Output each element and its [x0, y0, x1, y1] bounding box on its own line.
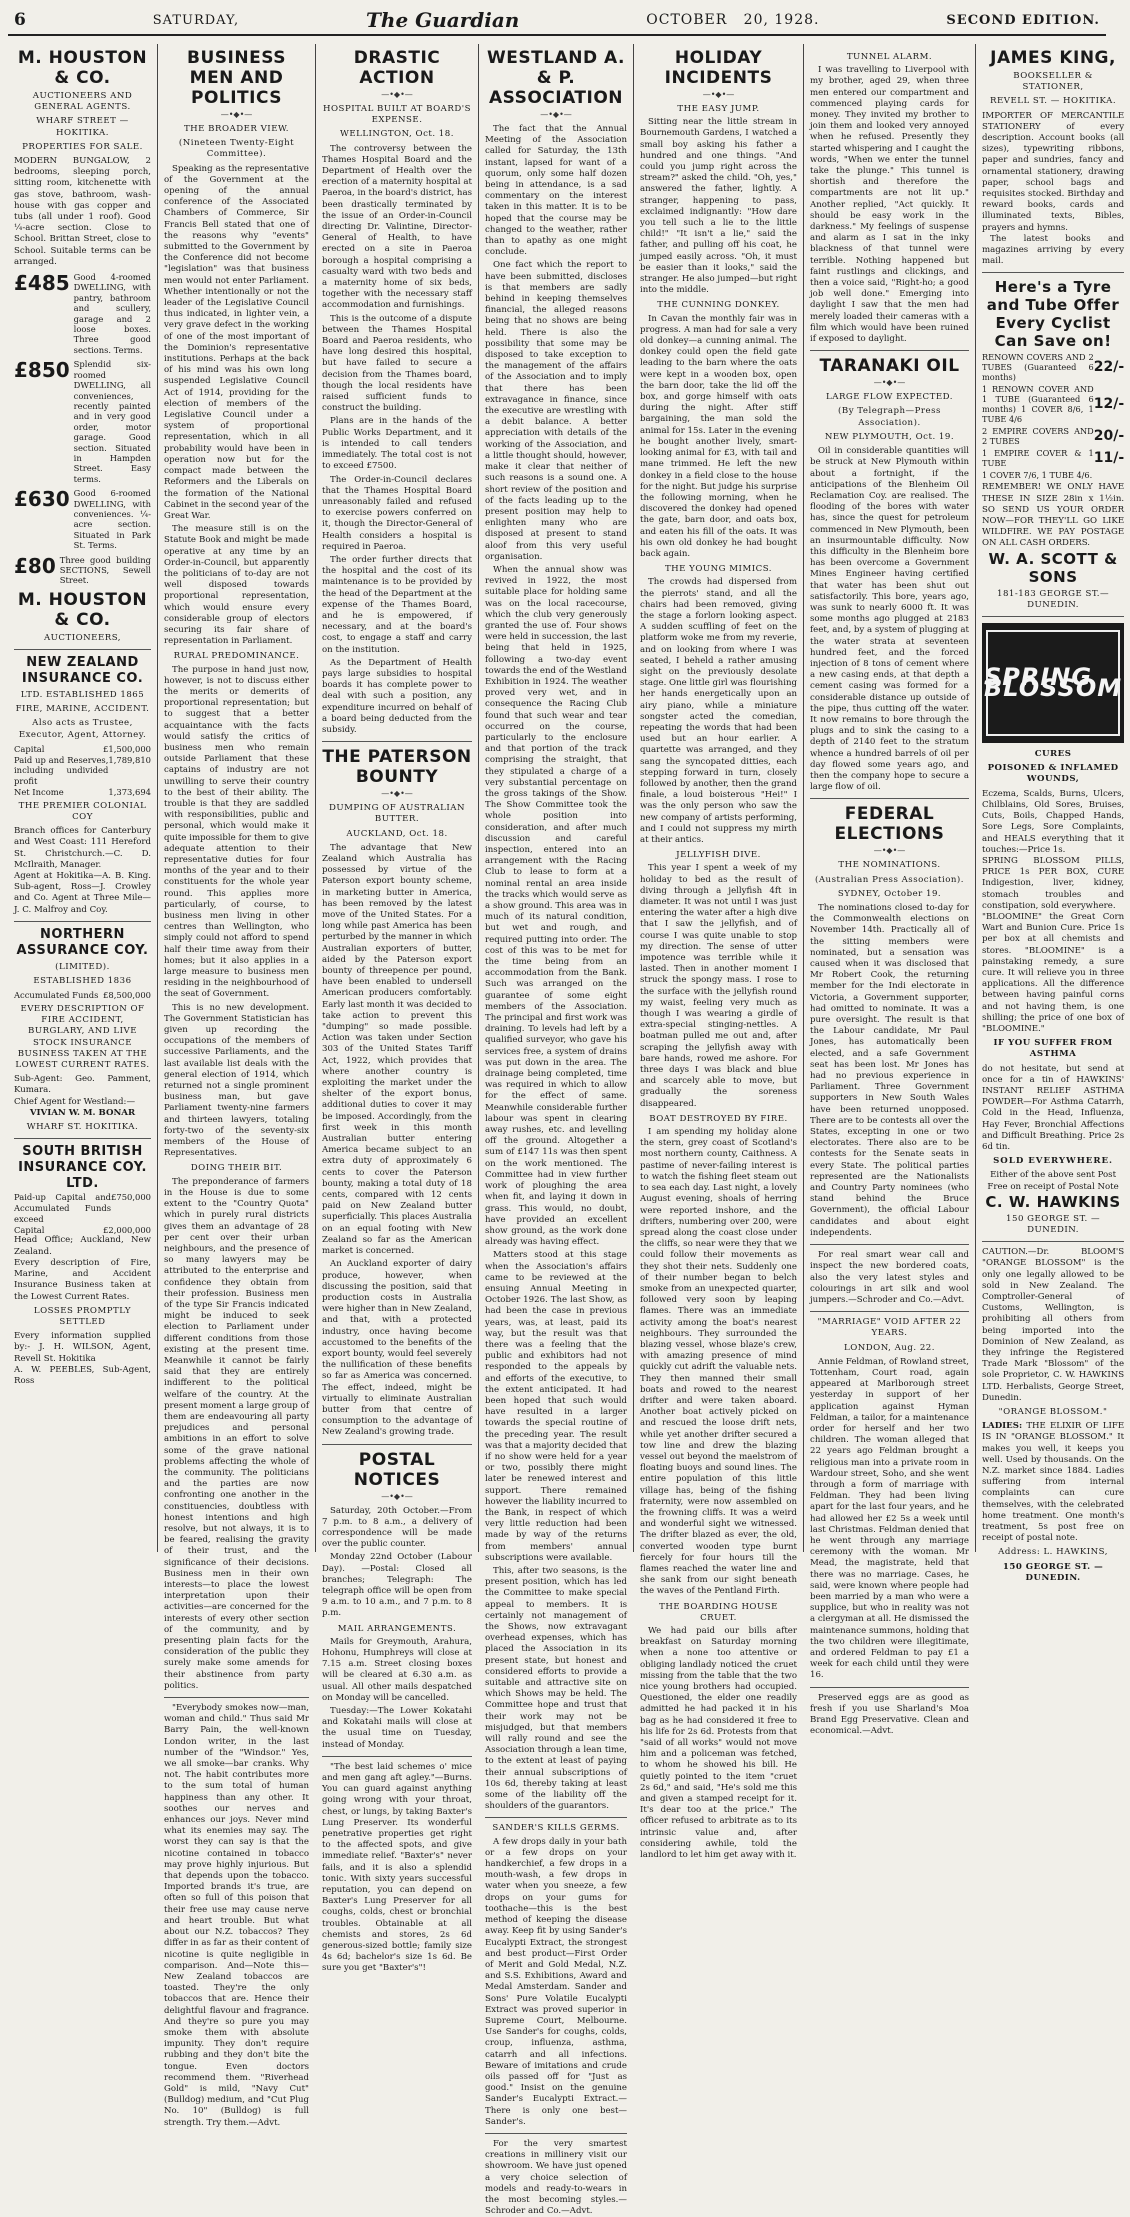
divider [485, 2133, 627, 2134]
south-british-title: SOUTH BRITISH INSURANCE COY. LTD. [18, 1144, 147, 1192]
subheading: DOING THEIR BIT. [190, 1163, 283, 1174]
masthead-date-number: 20, 1928. [743, 12, 820, 28]
tyre-price: 22/- [1093, 359, 1125, 376]
row-value: 1,373,694 [108, 787, 151, 798]
tyre-offer [982, 426, 1124, 446]
baxter-advert: "The best laid schemes o' mice and men gang aft agley."—Burns. You can guard against anything going wrong with your throat, chest, or lungs, by taking Baxter's Lung Preserver. Its wonderful penetrative properties get right to the affected spots, and give immediate relief. "Baxter's" never fails, and it is also a splendid tonic. With sixty years successful reputation, you can depend on Baxter's Lung Preserver for all coughs, colds, chest or bronchial troubles. Obtainable at all chemists and stores, 2s 6d generous-sized bottle; family size 4s 6d; bachelor's size 1s 6d. Be sure you get "Baxter's"! [322, 1761, 472, 1974]
article-paragraph: Speaking as the representative of the Government at the opening of the annual conference of the Associated Chambers of Commerce, Sir Francis Bell stated that one of the reasons why "events" submitted to the Government by the Conference did not become "legislation" was that business men would not enter Parliament. Whether intentionally or not the leader of the Legislative Council thus indicated, in lighter vein, a very grave defect in the working of one of the most important of the Dominion's representative institutions. Perhaps at the back of his mind was his own long suspended Legislative Council Act of 1914, providing for the election of members of the Legislative Council under a system of proportional representation, which in all probability would have been in operation now but for the compact made between the Reformers and the Liberals on the formation of the National Cabinet in the second year of the Great War. [164, 163, 309, 521]
tyre-offer [982, 470, 1124, 480]
article-paragraph: This is the outcome of a dispute between the Thames Hospital Board and Paeroa residents, who have long desired this hospital, but have failed to secure a decision from the Thames board, though the local residents have raised sufficient funds to construct the building. [322, 313, 472, 414]
blossom-cures: POISONED & INFLAMED WOUNDS, [987, 763, 1119, 785]
paterson-sub: DUMPING OF AUSTRALIAN BUTTER. [328, 803, 466, 825]
listing-text: Good 4-roomed DWELLING, with pantry, bathroom and scullery, garage and 2 loose boxes. Three good sections. Terms. [73, 272, 151, 355]
premier-line: THE PREMIER COLONIAL COY [18, 800, 147, 823]
article-paragraph: The purpose in hand just now, however, is not to discuss either the merits or demerits of proportional representation; but to suggest that a better acquaintance with the facts would satisfy the critics of business men who remain outside Parliament that these captains of industry are not unwilling to serve their country to the best of their ability. The trouble is that they are saddled with responsibilities, public and personal, which would make it quite impossible for them to give adequate attention to their representative duties for four months of the year and to their constituents for the whole year round. This applies more particularly, of course, to business men living in other centres than Wellington, who simply could not afford to spend half their time away from their homes; but it also applies in a large measure to business men residing in the neighbourhood of the seat of Government. [164, 664, 309, 1000]
paidup-row [14, 755, 151, 787]
logo-frame [984, 630, 1123, 736]
article-paragraph: Plans are in the hands of the Public Works Department, and it is intended to call tenders immediately. The total cost is not to exceed £7500. [322, 416, 472, 472]
bungalow-listing: MODERN BUNGALOW, 2 bedrooms, sleeping porch, sitting room, kitchenette with gas stove, bathroom, wash-house with gas copper and tubs (all under 1 roof). Good ¼-acre section. Close to School. Brittan Street, close to School. Suitable terms can be arranged. [14, 156, 151, 267]
newspaper-title: The Guardian [366, 8, 520, 32]
column-7 [976, 44, 1130, 1583]
column-1 [8, 44, 158, 1552]
dateline: LONDON, Aug. 22. [843, 1342, 935, 1353]
tyre-title: Here's a Tyre and Tube Offer Every Cyclist Can Save on! [986, 278, 1120, 351]
caution-text: CAUTION.—Dr. BLOOM'S "ORANGE BLOSSOM" is the only one legally allowed to be sold in New Zealand. The Comptroller-General of Customs, Wellington, is prohibiting all others from being imported into the Dominion of New Zealand, as they infringe the Registered Trade Mark "Blossom" of the sole Proprietor, C. W. HAWKINS LTD. Herbalists, George Street, Dunedin. [982, 1247, 1125, 1403]
article-paragraph: In Cavan the monthly fair was in progress. A man had for sale a very old donkey—a cunning animal. The donkey could open the field gate leading to the barn where the oats were kept in a wooden box, open the barn door, take the lid off the box, and gorge himself with oats during the night. After stiff bargaining, the man sold the animal for 15s. Later in the evening he bought another lively, smart-looking animal for £3, with tail and mane trimmed. He left the new donkey in a field close to the house for the night. But judge his surprise the following morning, when he discovered the donkey had opened the gate, barn door, and oats box, and eaten his fill of the oats. It was his own old donkey he had bought back again. [640, 313, 797, 559]
ornament-divider: —•◆•— [873, 378, 906, 388]
northern-every: EVERY DESCRIPTION OF FIRE ACCIDENT, BURGLARY, AND LIVE STOCK INSURANCE BUSINESS TAKEN AT THE LOWEST CURRENT RATES. [15, 1004, 150, 1071]
blossom-pills: SPRING BLOSSOM PILLS, PRICE 1s PER BOX, CURE Indigestion, liver, kidney, stomach troubles and constipation, sold everywhere. [982, 855, 1125, 911]
listing-price: £630 [14, 487, 70, 512]
tyre-desc: 1 EMPIRE COVER & 1 TUBE [982, 448, 1094, 469]
houston-title-2: M. HOUSTON & CO. [17, 589, 148, 630]
article-paragraph: This, after two seasons, is the present position, which has led the Committee to make special appeal to members. It is certainly not management of the Shows, now extravagant overhead expenses, which has placed the Association in its present state, but honest and considered efforts to provide a suitable and attractive site on which Shows may be held. The Committee hope and trust that their work may not be misjudged, but that members will rally round and see the Association through a lean time, to the extent at least of paying their annual subscriptions of 10s 6d, thereby taking at least some of the liability off the shoulders of the guarantors. [485, 1566, 627, 1812]
byline: (By Telegraph—Press Association). [838, 406, 941, 428]
taranaki-title: TARANAKI OIL [819, 356, 960, 377]
article-paragraph: Annie Feldman, of Rowland street, Tottenham, Court road, again appeared at Marlborough street yesterday in support of her application against Hyman Feldman, a tailor, for a maintenance order for herself and her two children. The woman alleged that 22 years ago Feldman brought a religious man into a private room in Wardour street, Soho, and she went through a form of marriage with Feldman. They had been living apart for the last four years, and he had allowed her £2 5s a week until last Christmas. Feldman denied that he went through any marriage ceremony with the woman. Mr Mead, the magistrate, held that there was no marriage. Cases, he said, were known where people had been married by a man who were a supplice, but who in reality was not a clergyman at all. He dismissed the maintenance summons, holding that the two children were illegitimate, and ordered Feldman to pay £1 a week for each child until they were 16. [810, 1356, 969, 1681]
article-paragraph: Sitting near the little stream in Bournemouth Gardens, I watched a small boy asking his father a hundred and one things. "And could you jump right across the stream?" asked the child. "Oh, yes," answered the father, lightly. A stranger, happening to pass, exclaimed indignantly: "How dare you tell such a lie to the little child!" "It isn't a lie," said the father, and pulling off his coat, he jumped easily across. "Oh, it must be easier than it looks," said the stranger. He also jumped—but right into the middle. [640, 117, 797, 296]
subheading: BOAT DESTROYED BY FIRE. [649, 1113, 788, 1124]
northern-chief: Chief Agent for Westland:— [14, 1096, 136, 1107]
nz-established: LTD. ESTABLISHED 1865 [20, 690, 145, 701]
row-label: Paid up and Reserves, including undivided profit [14, 754, 109, 787]
divider [982, 1241, 1124, 1242]
blossom-list: Eczema, Scalds, Burns, Ulcers, Chilblains, Old Sores, Bruises, Cuts, Boils, Chapped Hands, Sore Legs, Sore Complaints, and HEALS everything that it touches:—Price 1s. [982, 788, 1125, 855]
logo-caption: CURES [1034, 749, 1072, 760]
article-paragraph: Tuesday:—The Lower Kokatahi and Kokatahi mails will close at the usual time on Tuesday, instead of Monday. [322, 1706, 472, 1750]
article-paragraph: The advantage that New Zealand which Australia has possessed by virtue of the Paterson export bounty scheme, in marketing butter in America, has been removed by the latest move of the United States. For a long while past America has been perturbed by the manner in which Australian exporters of butter, aided by the Paterson export bounty of threepence per pound, have been enabled to undersell American producers comfortably. Early last month it was decided to take action to prevent this "dumping" so made possible. Action was taken under Section 303 of the United States Tariff Act, 1922, which provides that where another country is exploiting the market under the shelter of the export bonus, additional duties to cover it may be imposed. Accordingly, from the first week in this month Australian butter entering America became subject to an extra duty of approximately 6 cents to cover the Paterson bounty, making a total duty of 18 cents, compared with 12 cents paid on New Zealand butter superficially. This places Australia on an equal footing with New Zealand so far as the American market is concerned. [322, 842, 472, 1257]
hawkins-address: 150 GEORGE ST. — DUNEDIN. [1006, 1213, 1101, 1235]
king-body: IMPORTER OF MERCANTILE STATIONERY of every description. Account books (all sizes), typewriting ribbons, paper and sundries, fancy and ornamental stationery, drawing paper, school bags and requisites stocked. Birthday and reward books, cards and illuminated texts, Bibles, prayers and hymns. [982, 110, 1125, 233]
sb-losses: LOSSES PROMPTLY SETTLED [33, 1305, 132, 1327]
capital-row [14, 744, 151, 755]
logo-text: SPRING BLOSSOM [984, 662, 1123, 703]
article-paragraph: The order further directs that the hospital and the cost of its maintenance is to be provided by the head of the Department at the expense of the Thames Board, and he is empowered, if necessary, and at the board's cost, to engage a staff and carry on the institution. [322, 554, 472, 655]
article-paragraph: Mails for Greymouth, Arahura, Hohonu, Humphreys will close at 7.15 a.m. Street closing boxes will be cleared at 6.30 a.m. as usual. All other mails despatched on Monday will be cancelled. [322, 1636, 472, 1703]
politics-title: BUSINESS MEN AND POLITICS [187, 48, 286, 108]
funds-row [14, 990, 151, 1001]
listing-485 [14, 272, 151, 355]
tyre-desc: RENOWN COVERS AND 2 TUBES (Guaranteed 6 months) [982, 352, 1094, 383]
taranaki-sub: LARGE FLOW EXPECTED. [826, 392, 953, 403]
divider [810, 1244, 969, 1245]
orange-title: "ORANGE BLOSSOM." [998, 1407, 1108, 1418]
listing-630 [14, 488, 151, 550]
listing-80 [14, 555, 151, 586]
divider [982, 616, 1124, 617]
scott-title: W. A. SCOTT & SONS [988, 549, 1118, 586]
row-value: £2,000,000 [103, 1224, 151, 1235]
branch-offices: Branch offices for Canterbury and West Coast: 111 Hereford St. Christchurch.—C. D. McIlraith, Manager. [14, 826, 151, 870]
subheading: RURAL PREDOMINANCE. [173, 651, 300, 662]
tyre-offer [982, 352, 1124, 382]
listing-price: £80 [14, 553, 56, 578]
drastic-title: DRASTIC ACTION [353, 48, 441, 88]
ornament-divider: —•◆•— [220, 110, 253, 119]
masthead-date [646, 12, 819, 28]
divider [810, 1311, 969, 1312]
article-paragraph: The Order-in-Council declares that the Thames Hospital Board unreasonably failed and refused to exercise powers conferred on it, though the Director-General of Health considers a hospital is required in Paeroa. [322, 474, 472, 552]
post-free: Either of the above sent Post Free on receipt of Postal Note [987, 1170, 1119, 1192]
column-6 [804, 44, 976, 1737]
postal-title: POSTAL NOTICES [353, 1449, 441, 1490]
ladies-advert [982, 1421, 1124, 1544]
ladies-text: THE ELIXIR OF LIFE IS IN "ORANGE BLOSSOM." It makes you well, it keeps you well. Used by thousands. On the N.Z. market since 1884. Ladies suffering from internal complaints can cure themselves, with the celebrated home treatment. One month's treatment, 5s post free on receipt of postal note. [982, 1421, 1125, 1544]
divider [810, 1687, 969, 1688]
ornament-divider: —•◆•— [702, 90, 735, 99]
ornament-divider: —•◆•— [540, 110, 572, 119]
marriage-title: "MARRIAGE" VOID AFTER 22 YEARS. [817, 1317, 962, 1339]
tyre-offer [982, 384, 1124, 424]
columns [8, 44, 1125, 2217]
northern-title: NORTHERN ASSURANCE COY. [16, 926, 149, 958]
king-address: REVELL ST. — HOKITIKA. [990, 96, 1117, 107]
subheading: THE CUNNING DONKEY. [657, 300, 780, 311]
subheading: MAIL ARRANGEMENTS. [337, 1623, 457, 1634]
nz-insurance-title: NEW ZEALAND INSURANCE CO. [21, 655, 144, 687]
article-paragraph: The preponderance of farmers in the House is due to some extent to the "Country Quota" which in purely rural districts gives them an advantage of 28 per cent over their urban neighbours, and the presence of so many lawyers may be attributed to the enterprise and confidence they obtain from their profession. Business men of the type Sir Francis indicated might be induced to seek election to Parliament under different conditions from those existing at the present time. Meanwhile it cannot be fairly said that they are entirely indifferent to the political welfare of the country. At the present moment a large group of them are endeavouring all party prejudices and personal ambitions in an effort to solve some of the grave national problems affecting the whole of the community. The politicians and the parties are now confronting one another in the constituencies, doubtless with honest intentions and high resolve, but not always, it is to be feared, realising the gravity of their trust, and the significance of their decisions. Business men in their own interests—to place the lowest interpretation upon their activities—are concerned for the interests of every other section of the community, and by presenting plain facts for the consideration of the public they surely make some amends for their abstinence from party politics. [164, 1176, 309, 1691]
listing-text: Three good building SECTIONS, Sewell Street. [59, 554, 151, 586]
listing-price: £485 [14, 271, 70, 296]
subheading: THE YOUNG MIMICS. [664, 564, 773, 575]
houston-role-2: AUCTIONEERS, [43, 632, 122, 643]
paterson-title: THE PATERSON BOUNTY [322, 747, 472, 788]
federal-title: FEDERAL ELECTIONS [834, 804, 945, 845]
article-paragraph: The measure still is on the Statute Book and might be made operative at any time by an Order-in-Council, but apparently the politicians of to-day are not well disposed towards proportional representation, which would ensure every considerable group of electors securing its fair share of representation in Parliament. [164, 524, 309, 647]
listing-price: £850 [14, 358, 70, 383]
dateline: WELLINGTON, Oct. 18. [340, 129, 454, 140]
sb-subagent: A. W. PEEBLES, Sub-Agent, Ross [14, 1364, 151, 1386]
divider [810, 350, 969, 351]
article-paragraph: Saturday, 20th October.—From 7 p.m. to 8 a.m., a delivery of correspondence will be made over the public counter. [322, 1505, 472, 1550]
divider [982, 272, 1124, 273]
income-row [14, 787, 151, 798]
bonar-name: VIVIAN W. M. BONAR [29, 1107, 136, 1118]
millinery-advert: For the very smartest creations in millinery visit our showroom. We have just opened a very choice selection of models and ready-to-wears in the most becoming styles.—Schroder and Co.—Advt. [485, 2138, 627, 2217]
ornament-divider: —•◆•— [873, 846, 906, 856]
article-paragraph: One fact which the report to have been submitted, discloses is that members are sadly behind in keeping themselves financial, the alleged reasons being that no shows are being held. There is also the possibility that some may be disposed to take exception to the management of the affairs of the Association and to imply that there has been extravagance in finance, since the executive are wrestling with a debit balance. A better appreciation with details of the working of the Association, and a little thought should, however, make it clear that neither of such reasons is a sound one. A short review of the position and of the facts leading up to the present position may help to enlighten many who are disposed at present to stand aloof from this very useful organisation. [485, 260, 627, 562]
tyre-offer [982, 448, 1124, 468]
subheading: TUNNEL ALARM. [846, 52, 933, 62]
king-role: BOOKSELLER & STATIONER, [1013, 71, 1093, 93]
scott-address: 181-183 GEORGE ST.—DUNEDIN. [996, 588, 1110, 610]
divider [322, 1756, 472, 1757]
divider [810, 798, 969, 799]
address-label: Address: L. HAWKINS, [998, 1547, 1108, 1558]
edition-label: SECOND EDITION. [946, 12, 1100, 28]
drastic-sub: HOSPITAL BUILT AT BOARD'S EXPENSE. [323, 104, 471, 126]
article-paragraph: The fact that the Annual Meeting of the Association called for Saturday, the 13th instant, lapsed for want of a quorum, only some half dozen being in attendance, is a sad commentary on the interest taken in this matter. It is to be hoped that the course may be changed to the weather, rather than to apathy as one might conclude. [485, 124, 627, 258]
ladies-label: LADIES: [982, 1421, 1023, 1432]
king-title: JAMES KING, [990, 48, 1116, 68]
divider [485, 1817, 627, 1818]
address-line: 150 GEORGE ST. — DUNEDIN. [1002, 1561, 1104, 1583]
ornament-divider: —•◆•— [381, 789, 413, 799]
divider [14, 649, 151, 650]
byline: (Australian Press Association). [815, 874, 964, 885]
sanders-advert: A few drops daily in your bath or a few drops on your handkerchief, a few drops in a mouth-wash, a few drops in water when you sneeze, a few drops on your gums for toothache—this is the best method of keeping the disease away. Keep fit by using Sander's Eucalypti Extract, the strongest and best product—First Order of Merit and Gold Medal, N.Z. and S.S. Exhibitions, Award and Medal Amsterdam. Sander and Sons' Pure Volatile Eucalypti Extract was proved superior in Supreme Court, Melbourne. Use Sander's for coughs, colds, croup, influenza, asthma, catarrh and all infections. Beware of imitations and crude oils passed off for "Just as good." Insist on the genuine Sander's Eucalypti Extract.—There is only one best—Sander's. [485, 1836, 627, 2127]
northern-subagent: Sub-Agent: Geo. Pamment, Kumara. [14, 1074, 151, 1096]
dateline: NEW PLYMOUTH, Oct. 19. [824, 431, 955, 442]
subheading: THE BOARDING HOUSE CRUET. [659, 1601, 778, 1623]
article-paragraph: This is no new development. The Government Statistician has given up recording the occupations of the members of successive Parliaments, and the last available list deals with the general election of 1914, which returned not a single prominent business man, but gave Parliament twenty-nine farmers and thirteen lawyers, totaling forty-two of the seventy-six members of the House of Representatives. [164, 1002, 309, 1159]
houston-address: WHARF STREET — HOKITIKA. [36, 116, 129, 138]
tyre-desc: 2 EMPIRE COVERS AND 2 TUBES [982, 426, 1094, 447]
divider [322, 741, 472, 742]
tyre-price: 11/- [1093, 450, 1125, 467]
northern-established: ESTABLISHED 1836 [33, 976, 132, 987]
divider [164, 1697, 309, 1698]
column-3 [316, 44, 479, 1974]
tobacco-advert: "Everybody smokes now—man, woman and child." Thus said Mr Barry Pain, the well-known London writer, in the last number of the "Windsor." Yes, we all smoke—bar cranks. Why not. The habit contributes more to the sum total of human happiness than any other. It soothes our nerves and enhances our joys. Never mind what its enemies may say. The worst they can say is that the nicotine contained in tobacco may prove highly injurious. But that depends upon the tobacco. Imported brands it's true, are often so full of this poison that their free use may cause nerve and heart trouble. But what about our N.Z. tobaccos? They differ in as far as their content of nicotine is quite negligible in comparison. And—Note this—New Zealand tobaccos are toasted. They're the only tobaccos that are. Hence their delightful flavour and fragrance. And they're so pure you may smoke them with absolute impunity. They don't require rubbing and they don't bite the tongue. Even doctors recommend them. "Riverhead Gold" is mild, "Navy Cut" (Bulldog) medium, and "Cut Plug No. 10" (Bulldog) is full strength. Try them.—Advt. [164, 1703, 309, 2128]
article-paragraph: This year I spent a week of my holiday to bed as the result of diving through a jellyfish 4ft in diameter. It was not until I was just entering the water after a high dive that I saw the jellyfish, and of course I was quite unable to stop my direction. The sense of utter impotence was terrible while it lasted. Then in another moment I struck the spongy mass. I rose to the surface with the jellyfish round my waist, feeling very much as though I was wearing a girdle of extra-special stinging-nettles. A boatman pulled me out and, after scraping the jellyfish away with bare hands, rowed me ashore. For three days I was black and blue and scarcely able to move, but gradually the soreness disappeared. [640, 863, 797, 1109]
article-paragraph: I am spending my holiday alone the stern, grey coast of Scotland's most northern county, Caithness. A pastime of never-failing interest is to watch the fishing fleet steam out to sea each day. Last night, a lovely August evening, shoals of herring were reported inshore, and the drifters, numbering over 200, were spread along the coast close under the cliffs, so near were they that we could follow their movements as they shot their nets. Suddenly one of their number began to belch smoke from an unexpected quarter, followed very soon by leaping flames. There was an immediate activity among the boat's nearest neighbours. They surrounded the blazing vessel, whose blaze's crew, with amazing presence of mind quickly cut adrift the valuable nets. They then manned their small boats and rowed to the nearest drifter and were taken aboard. Another boat actively picked on and rescued the loose drift nets, while yet another drifter secured a tow line and drew the blazing vessel out beyond the maelstrom of floating buoys and sound lines. The entire population of this little village has, being of the fishing fraternity, were now assembled on the frowning cliffs. It was a weird and wonderful sight we witnessed. The drifter blazed as ever, the old, converted wooden type burnt fiercely for four hours till the flames reached the water line and she sank from our sight beneath the waves of the Pentland Firth. [640, 1127, 797, 1597]
federal-sub: THE NOMINATIONS. [838, 860, 941, 871]
column-4 [479, 44, 634, 2217]
article-paragraph: The controversy between the Thames Hospital Board and the Department of Health over the erection of a maternity hospital at Paeroa, in the board's district, has been drastically terminated by the issue of an Order-in-Council directing Dr. Valintine, Director-General of Health, to have erected on a site in Paeroa borough a hospital comprising a casualty ward with two beds and a maternity home of six beds, together with the necessary staff accommodation and furnishings. [322, 143, 472, 311]
ornament-divider: —•◆•— [381, 90, 413, 99]
subheading: THE EASY JUMP. [677, 104, 760, 114]
politics-sub: THE BROADER VIEW. [183, 124, 290, 134]
row-label: Paid-up Capital and Accumulated Funds exceed [14, 1192, 112, 1224]
article-paragraph: Matters stood at this stage when the Association's affairs came to be reviewed at the ensuing Annual Meeting in October 1926. The last Show, as had been the case in previous years, was, at least, paid its way, but the result was that there was a feeling that the public and exhibitors had not responded to the appeals by and efforts of the executive, to the extent anticipated. It had been hoped that such would have resulted in a larger towards the special routine of the preceding year. The result was that a majority decided that if no show were held for a year or two, possibly there might later be renewed interest and support. There remained however the liability incurred to the Bank, in respect of which very little reduction had been made by way of the returns from members' annual subscriptions were available. [485, 1250, 627, 1563]
bonar-address: WHARF ST. HOKITIKA. [26, 1122, 139, 1133]
listing-850 [14, 359, 151, 484]
agents-list: Agent at Hokitika—A. B. King. Sub-agent, Ross—J. Crowley and Co. Agent at Three Mile—J. C. Malfroy and Coy. [14, 871, 151, 915]
tyre-price: 12/- [1093, 396, 1125, 413]
article-paragraph: When the annual show was revived in 1922, the most suitable place for holding same was on the local racecourse, which the club very generously granted the use of. Four shows were held in succession, the last being that held in 1925, following a two-day event towards the end of the Westland Exhibition in 1924. The weather proved very wet, and in consequence the Racing Club found that such wear and tear occurred on the course, particularly to the enclosure and that portion of the track comprising the straight, that they stipulated a charge of a very substantial percentage on the gross takings of the Show. The Show Committee took the whole position into consideration, and after much discussion and careful inspection, entered into an arrangement with the Racing Club to lease to form at a nominal rental an area inside the tracks which would serve as a show ground. This area was in much of its natural condition, but wet and rough, and required putting into order. The cost of this was to be met for the time being from an accommodation from the Bank. Such was arranged on the guarantee of some eight members of the Association. The principal and first work was draining. To levels had left by a qualified surveyor, who gave his services free, a system of drains was put down in the area. The drainage being completed, time was required in which to allow for the effect of same. Meanwhile considerable further labour was spent in clearing away rushes, etc. and levelling off the ground. Altogether a sum of £147 11s was then spent on the work mentioned. The Committee had in view further work of ploughing the area when fit, and laying it down in grass. This would, no doubt, have provided an excellent show ground, as the work done already was having effect. [485, 564, 627, 1248]
article-paragraph: I was travelling to Liverpool with my brother, aged 29, when three men entered our compartment and commenced playing cards for money. They invited my brother to join them and looked very annoyed when he refused. Presently they started whispering and I caught the words, "When we enter the tunnel take the plunge." This tunnel is shortish and therefore the compartments are not lit up." Another replied, "Act quickly. It should be easy work in the darkness." My feelings of suspense and alarm as I sat in the inky blackness of that tunnel were terrible. Nothing happened but faint rustlings and clickings, and then a voice said, "Right-ho; a good job well done." Emerging into daylight I saw that the men had merely loaded their cameras with a film which would have been ruined if exposed to daylight. [810, 65, 969, 345]
egg-advert: Preserved eggs are as good as fresh if you use Sharland's Moa Brand Egg Preservative. Clean and economical.—Advt. [810, 1692, 969, 1737]
sb-info: Every information supplied by:- J. H. WILSON, Agent, Revell St. Hokitika [14, 1331, 151, 1364]
masthead-month: OCTOBER [646, 12, 728, 28]
article-paragraph: An Auckland exporter of dairy produce, however, when discussing the position, said that production costs in Australia were higher than in New Zealand, and that, with a protected industry, once having become accustomed to the benefits of the export bounty, would feel severely the nullification of these benefits so far as America was concerned. The effect, indeed, might be virtually to eliminate Australian butter from that centre of consumption to the advantage of New Zealand's growing trade. [322, 1259, 472, 1438]
subheading: JELLYFISH DIVE. [676, 850, 761, 861]
article-paragraph: As the Department of Health pays large subsidies to hospital boards it has complete power to deal with such a position, any expenditure incurred on behalf of a board being deducted from the subsidy. [322, 657, 472, 735]
westland-title: WESTLAND A. & P. ASSOCIATION [487, 48, 625, 108]
dateline: SYDNEY, October 19. [837, 888, 942, 899]
sb-office: Head Office; Auckland, New Zealand. [14, 1235, 151, 1257]
column-2 [158, 44, 316, 2128]
politics-byline: (Nineteen Twenty-Eight Committee). [178, 138, 295, 160]
sb-paid-row [14, 1192, 151, 1224]
listing-text: Good 6-roomed DWELLING, with conveniences. ¼-acre section. Situated in Park St. Terms. [73, 488, 151, 551]
asthma-text: do not hesitate, but send at once for a tin of HAWKINS' INSTANT RELIEF ASTHMA POWDER—For Asthma Catarrh, Cold in the Head, Influenza, Hay Fever, Bronchial Affections and Difficult Breathing. Price 2s 6d tin. [982, 1063, 1125, 1152]
northern-ltd: (LIMITED). [55, 961, 110, 972]
article-paragraph: The nominations closed to-day for the Commonwealth elections on November 14th. Practically all of the sitting members were nominated, but a sensation was caused when it was disclosed that Mr Robert Cook, the returning member for the Indi electorate in Victoria, a Government supporter, had omitted to nominate. It was a pure oversight. The result is that the Labour candidate, Mr Paul Jones, has automatically been elected, and a safe Government seat has been lost. Mr Jones has had no previous experience in Parliament. Three Government supporters in New South Wales have been returned unopposed. There are to be contests all over the States, excepting in one or two electorates. There also are to be contests for the Senate seats in every State. The political parties represented are the Nationalists and Country Party nominees (who stand behind the Bruce Government), the official Labour candidates and about eight independents. [810, 903, 969, 1238]
row-value: £750,000 [111, 1192, 151, 1203]
sb-every: Every description of Fire, Marine, and Accident Insurance Business taken at the Lowest Current Rates. [14, 1257, 151, 1302]
article-paragraph: The crowds had dispersed from the pierrots' stand, and all the chairs had been removed, giving the stage a forlorn looking aspect. A sudden scuffling of feet on the platform woke me from my reverie, and on looking from where I was seated, I beheld a rather amusing sight on the previously desolate stage. One little girl was flourishing her hands energetically upon an airy piano, while a miniature songster acted the comedian, repeating the words that had been used but an hour earlier. A quartette was arranged, and they sang the syncopated ditties, each stepping forward in turn, closely followed by another, then the grand finale, a loud boisterous "Hei!" I was the only person who saw the new company of artists performing, and I could not suppress my mirth at their antics. [640, 577, 797, 845]
column-5 [634, 44, 804, 1861]
sold-everywhere: SOLD EVERYWHERE. [993, 1156, 1114, 1167]
dateline: AUCKLAND, Oct. 18. [346, 828, 448, 839]
divider [14, 1138, 151, 1139]
houston-role: AUCTIONEERS AND GENERAL AGENTS. [32, 91, 133, 113]
masthead [8, 6, 1106, 36]
page-number: 6 [14, 10, 26, 30]
tyre-price: 20/- [1093, 428, 1125, 445]
hawkins-title: C. W. HAWKINS [985, 1192, 1121, 1211]
row-label: Capital [14, 743, 45, 754]
houston-title: M. HOUSTON & CO. [17, 48, 148, 88]
king-magazines: The latest books and magazines arriving by every mail. [982, 233, 1125, 267]
row-value: 1,789,810 [108, 754, 151, 765]
nz-lines: FIRE, MARINE, ACCIDENT. [15, 704, 150, 715]
tyre-remember: REMEMBER! WE ONLY HAVE THESE IN SIZE 28in x 1½in. SO SEND US YOUR ORDER NOW—FOR THEY'LL GO LIKE WILDFIRE. WE PAY POSTAGE ON ALL CASH ORDERS. [982, 482, 1125, 549]
sb-capital-row [14, 1225, 151, 1236]
row-value: £1,500,000 [103, 743, 151, 754]
bloomine-advert: "BLOOMINE" the Great Corn Wart and Bunion Cure. Price 1s per box at all chemists and stores. "BLOOMINE" is a painstaking remedy, a sure cure. It will relieve you in three applications. All the difference between having painful corns and not having them, is one shilling; the price of one box of "BLOOMINE." [982, 911, 1125, 1034]
properties-heading: PROPERTIES FOR SALE. [22, 141, 143, 152]
row-value: £8,500,000 [103, 990, 151, 1001]
spring-blossom-logo [982, 623, 1124, 743]
ornament-divider: —•◆•— [381, 1491, 413, 1501]
article-paragraph: Oil in considerable quantities will be struck at New Plymouth within about a fortnight, if the anticipations of the Blenheim Oil Reclamation Coy. are realised. The flooding of the bores with water has, since the quest for petroleum commenced in New Plymouth, been an insurmountable difficulty. Now this difficulty in the Blenheim bore has been overcome a Government Mines Engineer having certified that water has been shut out satisfactorily. This bore, years ago, was sunk to nearly 6000 ft. It was some months ago plugged at 2183 feet, and, by a system of plugging at the water strata at seventeen hundred feet, and the forced injection of 8 tons of cement where a new casing ends, at that depth a cement casing was formed for a considerable distance up outside of the pipe, thus cutting off the water. It now remains to bore through the plugs and to sink the casing to a depth of 2140 feet to the stratum whence a hundred barrels of oil per day flowed some years ago, and then the company hope to secure a large flow of oil. [810, 446, 969, 793]
divider [14, 921, 151, 922]
article-paragraph: We had paid our bills after breakfast on Saturday morning when a none too attentive or obliging landlady noticed the cruet missing from the table that the two nice young brothers had occupied. Questioned, the elder one readily admitted he had packed it in his bag as he had considered it free to his life for 2s 6d. Protests from that "said of all works" would not move him and a policeman was fetched, to whom he showed his bill. He quietly pointed to the item "cruet 2s 6d," and said, "He's sold me this and given a stamped receipt for it. It's dear too at the price." The officer refused to arbitrate as to its intrinsic value and, after considering awhile, told the landlord to let him get away with it. [640, 1626, 797, 1861]
row-label: Capital [14, 1224, 45, 1235]
holiday-title: HOLIDAY INCIDENTS [664, 48, 773, 88]
divider [322, 1444, 472, 1445]
tyre-desc: 1 COVER 7/6, 1 TUBE 4/6. [982, 470, 1093, 481]
masthead-day: SATURDAY, [152, 12, 240, 28]
listing-text: Splendid six-roomed DWELLING, all conveniences, recently painted and in very good order, motor garage. Good section. Situated in Hampden Street. Easy terms. [73, 359, 151, 484]
sanders-title: SANDER'S KILLS GERMS. [492, 1823, 620, 1834]
schroder-advert: For real smart wear call and inspect the new bordered coats, also the very latest styles and colourings in art silk and wool jumpers.—Schroder and Co.—Advt. [810, 1250, 969, 1305]
asthma-title: IF YOU SUFFER FROM ASTHMA [993, 1038, 1113, 1060]
article-paragraph: Monday 22nd October (Labour Day). —Postal: Closed all branches; Telegraph: The telegraph office will be open from 9 a.m. to 10 a.m., and 7 p.m. to 8 p.m. [322, 1552, 472, 1619]
row-label: Net Income [14, 787, 64, 798]
nz-trustee: Also acts as Trustee, Executor, Agent, Attorney. [18, 718, 147, 740]
row-label: Accumulated Funds [14, 990, 99, 1001]
tyre-desc: 1 RENOWN COVER AND 1 TUBE (Guaranteed 6 months) 1 COVER 8/6, 1 TUBE 4/6 [982, 384, 1094, 425]
